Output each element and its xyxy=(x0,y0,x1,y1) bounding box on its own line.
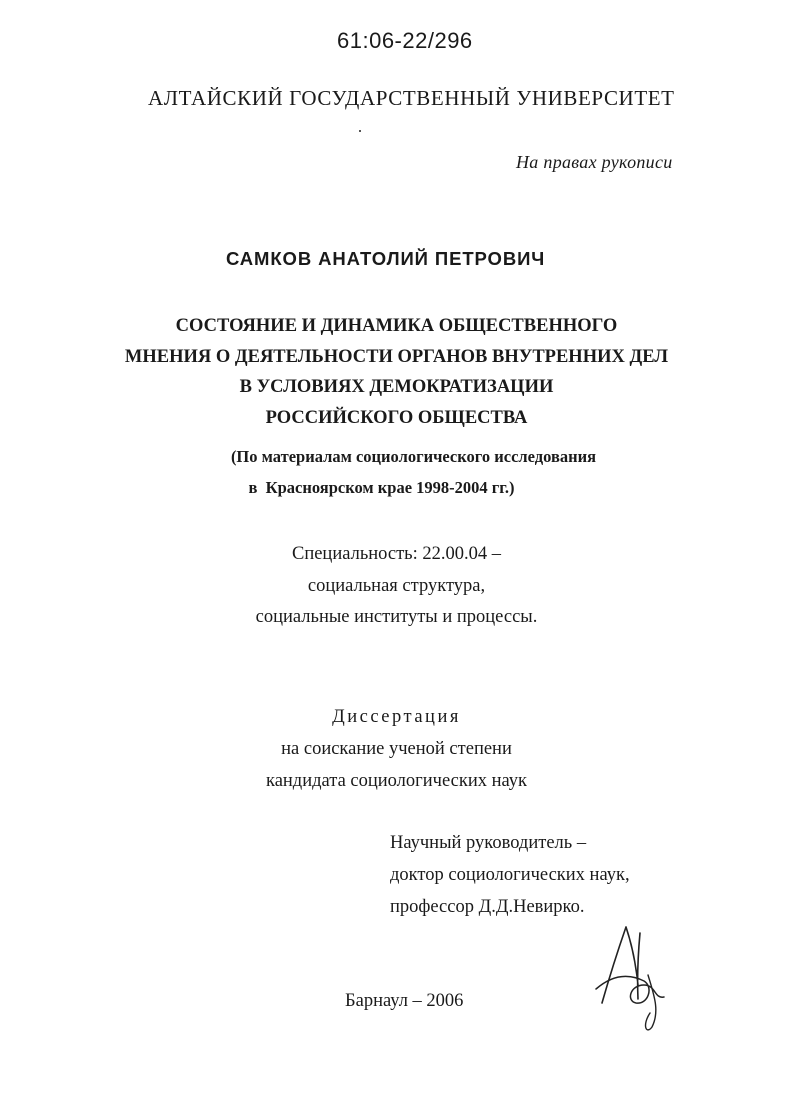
specialty-line: социальные институты и процессы. xyxy=(255,607,538,627)
scan-dot xyxy=(359,130,361,132)
catalog-code: 61:06-22/296 xyxy=(337,28,473,53)
title-line: СОСТОЯНИЕ И ДИНАМИКА ОБЩЕСТВЕННОГО xyxy=(175,316,618,336)
title-line: МНЕНИЯ О ДЕЯТЕЛЬНОСТИ ОРГАНОВ ВНУТРЕННИХ ДЕЛ xyxy=(124,346,669,367)
degree-block xyxy=(0,701,793,797)
supervisor-line: доктор социологических наук, xyxy=(390,865,630,885)
specialty-line: социальная структура, xyxy=(307,575,486,596)
handwritten-signature xyxy=(588,915,678,1040)
degree-line: на соискание ученой степени xyxy=(281,739,512,759)
author-name: САМКОВ АНАТОЛИЙ ПЕТРОВИЧ xyxy=(226,248,546,269)
dissertation-subtitle xyxy=(0,441,793,503)
supervisor-line: Научный руководитель – xyxy=(390,833,587,853)
university-name: АЛТАЙСКИЙ ГОСУДАРСТВЕННЫЙ УНИВЕРСИТЕТ xyxy=(148,86,675,110)
degree-line: Диссертация xyxy=(332,707,461,727)
dissertation-title xyxy=(0,311,793,433)
manuscript-note: На правах рукописи xyxy=(516,152,673,172)
subtitle-line: в Красноярском крае 1998-2004 гг.) xyxy=(248,478,515,497)
city-year: Барнаул – 2006 xyxy=(345,991,464,1011)
title-line: В УСЛОВИЯХ ДЕМОКРАТИЗАЦИИ xyxy=(239,377,554,397)
degree-line: кандидата социологических наук xyxy=(265,771,528,791)
subtitle-line: (По материалам социологического исследования xyxy=(230,447,597,466)
supervisor-block xyxy=(390,827,630,923)
specialty-line: Специальность: 22.00.04 – xyxy=(291,544,502,564)
title-line: РОССИЙСКОГО ОБЩЕСТВА xyxy=(265,407,528,428)
specialty-block xyxy=(0,539,793,634)
supervisor-line: профессор Д.Д.Невирко. xyxy=(390,897,585,917)
